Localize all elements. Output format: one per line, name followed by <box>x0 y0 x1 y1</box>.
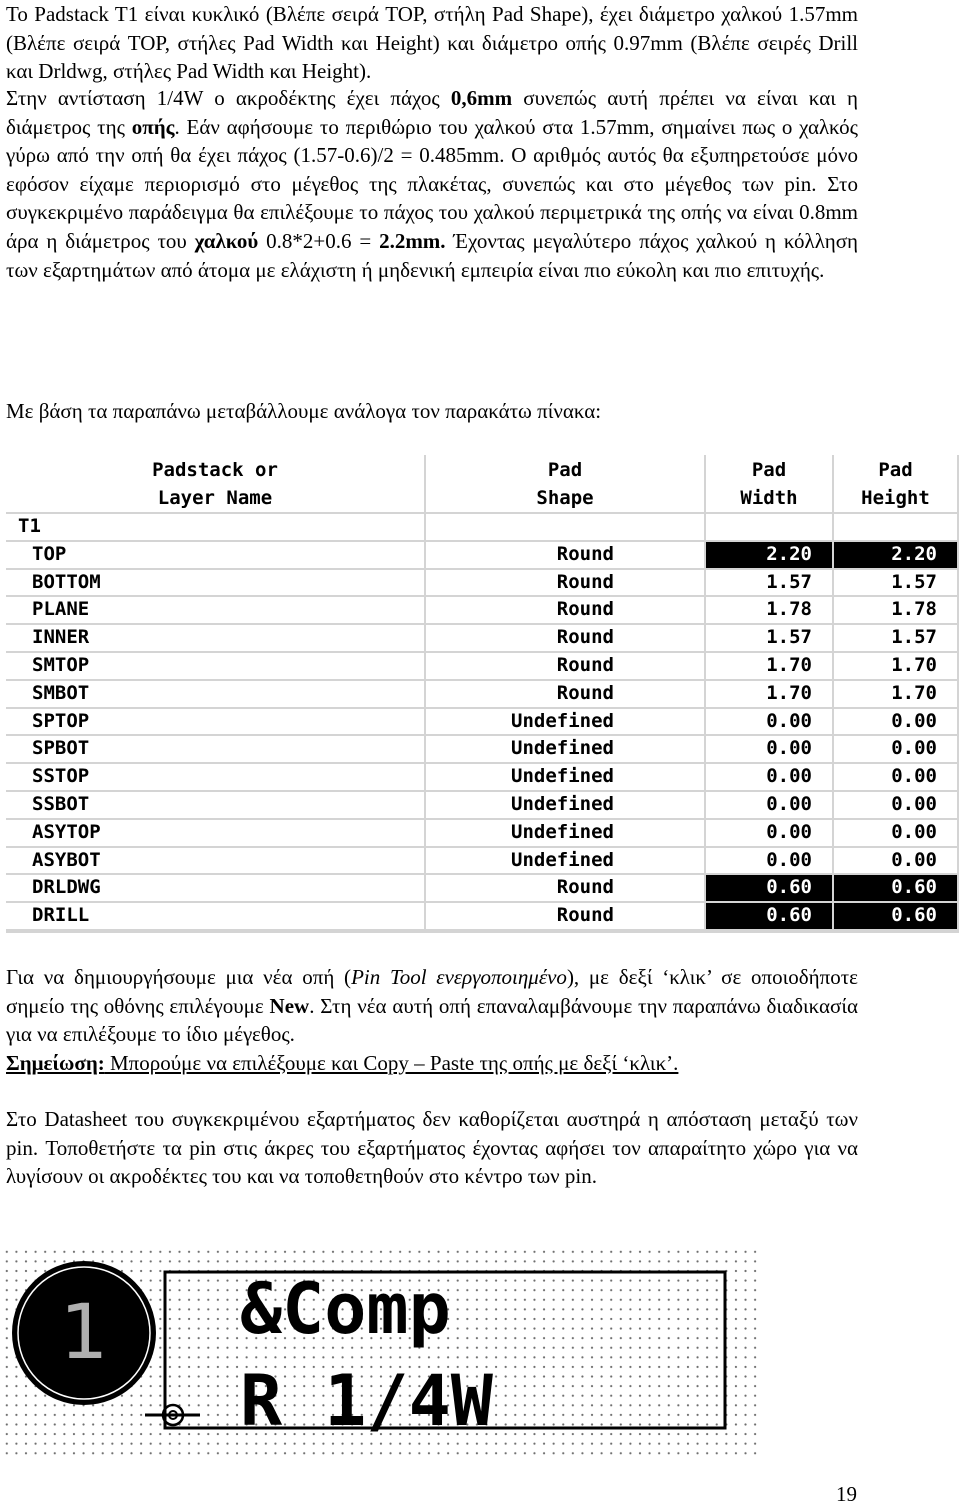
pad-shape-cell[interactable]: Round <box>426 597 706 625</box>
pad-shape-cell[interactable]: Undefined <box>426 792 706 820</box>
pad-shape-cell[interactable]: Undefined <box>426 848 706 876</box>
pad-height-cell[interactable]: 1.57 <box>834 625 959 653</box>
pad-height-cell[interactable]: 0.00 <box>834 736 959 764</box>
pad-shape-cell[interactable]: Round <box>426 570 706 598</box>
layer-name-cell[interactable]: TOP <box>6 542 426 570</box>
pad-height-cell[interactable]: 1.70 <box>834 653 959 681</box>
intro-paragraph: Το Padstack T1 είναι κυκλικό (Βλέπε σειρά TOP, στήλη Pad Shape), έχει διάμετρο χαλκού 1.57mm (Βλέπε σειρά TOP, στήλες Pad Width και Height) και διάμετρο οπής 0.97mm (Βλέπε σειρές Drill και Drldwg, στήλες Pad Width και Height). <box>6 2 858 84</box>
table-row[interactable] <box>6 848 959 876</box>
layer-name-cell[interactable]: SSBOT <box>6 792 426 820</box>
layer-name-cell[interactable]: SPTOP <box>6 709 426 737</box>
pad-height-cell[interactable]: 1.57 <box>834 570 959 598</box>
layer-name-cell[interactable]: SMTOP <box>6 653 426 681</box>
layer-name-cell[interactable]: ASYBOT <box>6 848 426 876</box>
table-section-row <box>6 514 959 542</box>
table-row[interactable] <box>6 903 959 931</box>
pad-shape-cell[interactable]: Round <box>426 653 706 681</box>
new-pin-paragraph: Για να δημιουργήσουμε μια νέα οπή (Pin Tool ενεργοποιημένο), με δεξί ‘κλικ’ σε οποιοδήποτε σημείο της οθόνης επιλέγουμε New. Στη νέα αυτή οπή επαναλαμβάνουμε την παραπάνω διαδικασία για να επιλέξουμε το ίδιο μέγεθος. Σημείωση: Μπορούμε να επιλέξουμε και Copy – Paste της οπής με δεξί ‘κλικ’. <box>6 965 859 1075</box>
layer-name-cell[interactable]: PLANE <box>6 597 426 625</box>
table-row[interactable] <box>6 736 959 764</box>
table-row[interactable] <box>6 820 959 848</box>
pad-shape-cell[interactable]: Round <box>426 903 706 931</box>
pad-width-cell[interactable]: 1.78 <box>706 597 834 625</box>
footprint-screenshot <box>0 1245 762 1457</box>
pad-width-cell[interactable]: 1.57 <box>706 570 834 598</box>
pad-height-cell[interactable]: 0.00 <box>834 848 959 876</box>
resistor-paragraph: Στην αντίσταση 1/4W ο ακροδέκτης έχει πάχος 0,6mm συνεπώς αυτή πρέπει να είναι και η διάμετρος της οπής. Εάν αφήσουμε το περιθώριο του χαλκού στα 1.57mm, σημαίνει πως ο χαλκός γύρω από την οπή θα έχει πάχος (1.57-0.6)/2 = 0.485mm. Ο αριθμός αυτός θα εξυπηρετούσε μόνο εφόσον είχαμε περιορισμό στο μέγεθος της πλακέτας, συνεπώς και στο μέγεθος των pin. Στο συγκεκριμένο παράδειγμα θα επιλέξουμε το πάχος του χαλκού περιμετρικά της οπής να είναι 0.8mm άρα η διάμετρος του χαλκού 0.8*2+0.6 = 2.2mm. Έχοντας μεγαλύτερο πάχος χαλκού η κόλληση των εξαρτημάτων από άτομα με ελάχιστη ή μηδενική εμπειρία είναι πιο εύκολη και πιο επιτυχής. <box>6 86 859 282</box>
pin-number: 1 <box>59 1287 109 1376</box>
pad-width-cell[interactable]: 0.00 <box>706 709 834 737</box>
pad-width-cell[interactable]: 0.00 <box>706 848 834 876</box>
layer-name-cell[interactable]: SMBOT <box>6 681 426 709</box>
table-row[interactable] <box>6 709 959 737</box>
pad-height-cell[interactable]: 2.20 <box>834 542 959 570</box>
layer-name-cell[interactable]: SSTOP <box>6 764 426 792</box>
table-header-row <box>6 455 959 514</box>
pad-width-cell[interactable]: 0.60 <box>706 875 834 903</box>
layer-name-cell[interactable]: ASYTOP <box>6 820 426 848</box>
pad-width-cell[interactable]: 1.70 <box>706 681 834 709</box>
layer-name-cell[interactable]: DRILL <box>6 903 426 931</box>
padstack-table <box>6 455 959 931</box>
header-pad-height: Pad Height <box>834 455 959 514</box>
note-label: Σημείωση: <box>6 1050 105 1075</box>
page-number: 19 <box>836 1482 857 1506</box>
header-pad-width: Pad Width <box>706 455 834 514</box>
table-row[interactable] <box>6 625 959 653</box>
pad-shape-cell[interactable]: Undefined <box>426 820 706 848</box>
pad-height-cell[interactable]: 0.60 <box>834 875 959 903</box>
pad-width-cell[interactable]: 1.70 <box>706 653 834 681</box>
table-row[interactable] <box>6 875 959 903</box>
table-row[interactable] <box>6 681 959 709</box>
pad-shape-cell[interactable]: Undefined <box>426 764 706 792</box>
pad-width-cell[interactable]: 0.00 <box>706 820 834 848</box>
pad-width-cell[interactable]: 0.00 <box>706 736 834 764</box>
layer-name-cell[interactable]: DRLDWG <box>6 875 426 903</box>
pad-height-cell[interactable]: 0.00 <box>834 764 959 792</box>
header-layer-name: Padstack or Layer Name <box>6 455 426 514</box>
layer-name-cell[interactable]: SPBOT <box>6 736 426 764</box>
pad-shape-cell[interactable]: Round <box>426 875 706 903</box>
layer-name-cell[interactable]: BOTTOM <box>6 570 426 598</box>
pad-width-cell[interactable]: 0.00 <box>706 792 834 820</box>
footprint-drawing <box>0 1245 762 1457</box>
padstack-table-screenshot <box>6 455 959 933</box>
section-label: T1 <box>6 514 426 542</box>
header-pad-shape: Pad Shape <box>426 455 706 514</box>
pad-width-cell[interactable]: 0.00 <box>706 764 834 792</box>
datasheet-paragraph: Στο Datasheet του συγκεκριμένου εξαρτήματος δεν καθορίζεται αυστηρά η απόσταση μεταξύ των pin. Τοποθετήστε τα pin στις άκρες του εξαρτήματος έχοντας αφήσει τον απαραίτητο χώρο για να λυγίσουν οι ακροδέκτες του και να τοποθετηθούν στο κέντρο των pin. <box>6 1107 858 1189</box>
table-row[interactable] <box>6 764 959 792</box>
pad-shape-cell[interactable]: Round <box>426 625 706 653</box>
pad-shape-cell[interactable]: Undefined <box>426 736 706 764</box>
pad-height-cell[interactable]: 0.60 <box>834 903 959 931</box>
comp-label: &Comp <box>240 1268 451 1350</box>
layer-name-cell[interactable]: INNER <box>6 625 426 653</box>
table-row[interactable] <box>6 542 959 570</box>
pad-height-cell[interactable]: 1.78 <box>834 597 959 625</box>
table-row[interactable] <box>6 653 959 681</box>
table-row[interactable] <box>6 597 959 625</box>
pad-width-cell[interactable]: 0.60 <box>706 903 834 931</box>
pad-height-cell[interactable]: 1.70 <box>834 681 959 709</box>
pad-height-cell[interactable]: 0.00 <box>834 820 959 848</box>
table-intro-paragraph: Με βάση τα παραπάνω μεταβάλλουμε ανάλογα τον παρακάτω πίνακα: <box>6 399 602 423</box>
pad-height-cell[interactable]: 0.00 <box>834 709 959 737</box>
pad-height-cell[interactable]: 0.00 <box>834 792 959 820</box>
value-label: R 1/4W <box>240 1360 493 1442</box>
pad-shape-cell[interactable]: Round <box>426 542 706 570</box>
table-row[interactable] <box>6 570 959 598</box>
table-row[interactable] <box>6 792 959 820</box>
pad-shape-cell[interactable]: Round <box>426 681 706 709</box>
pad-width-cell[interactable]: 2.20 <box>706 542 834 570</box>
pad-shape-cell[interactable]: Undefined <box>426 709 706 737</box>
pad-width-cell[interactable]: 1.57 <box>706 625 834 653</box>
